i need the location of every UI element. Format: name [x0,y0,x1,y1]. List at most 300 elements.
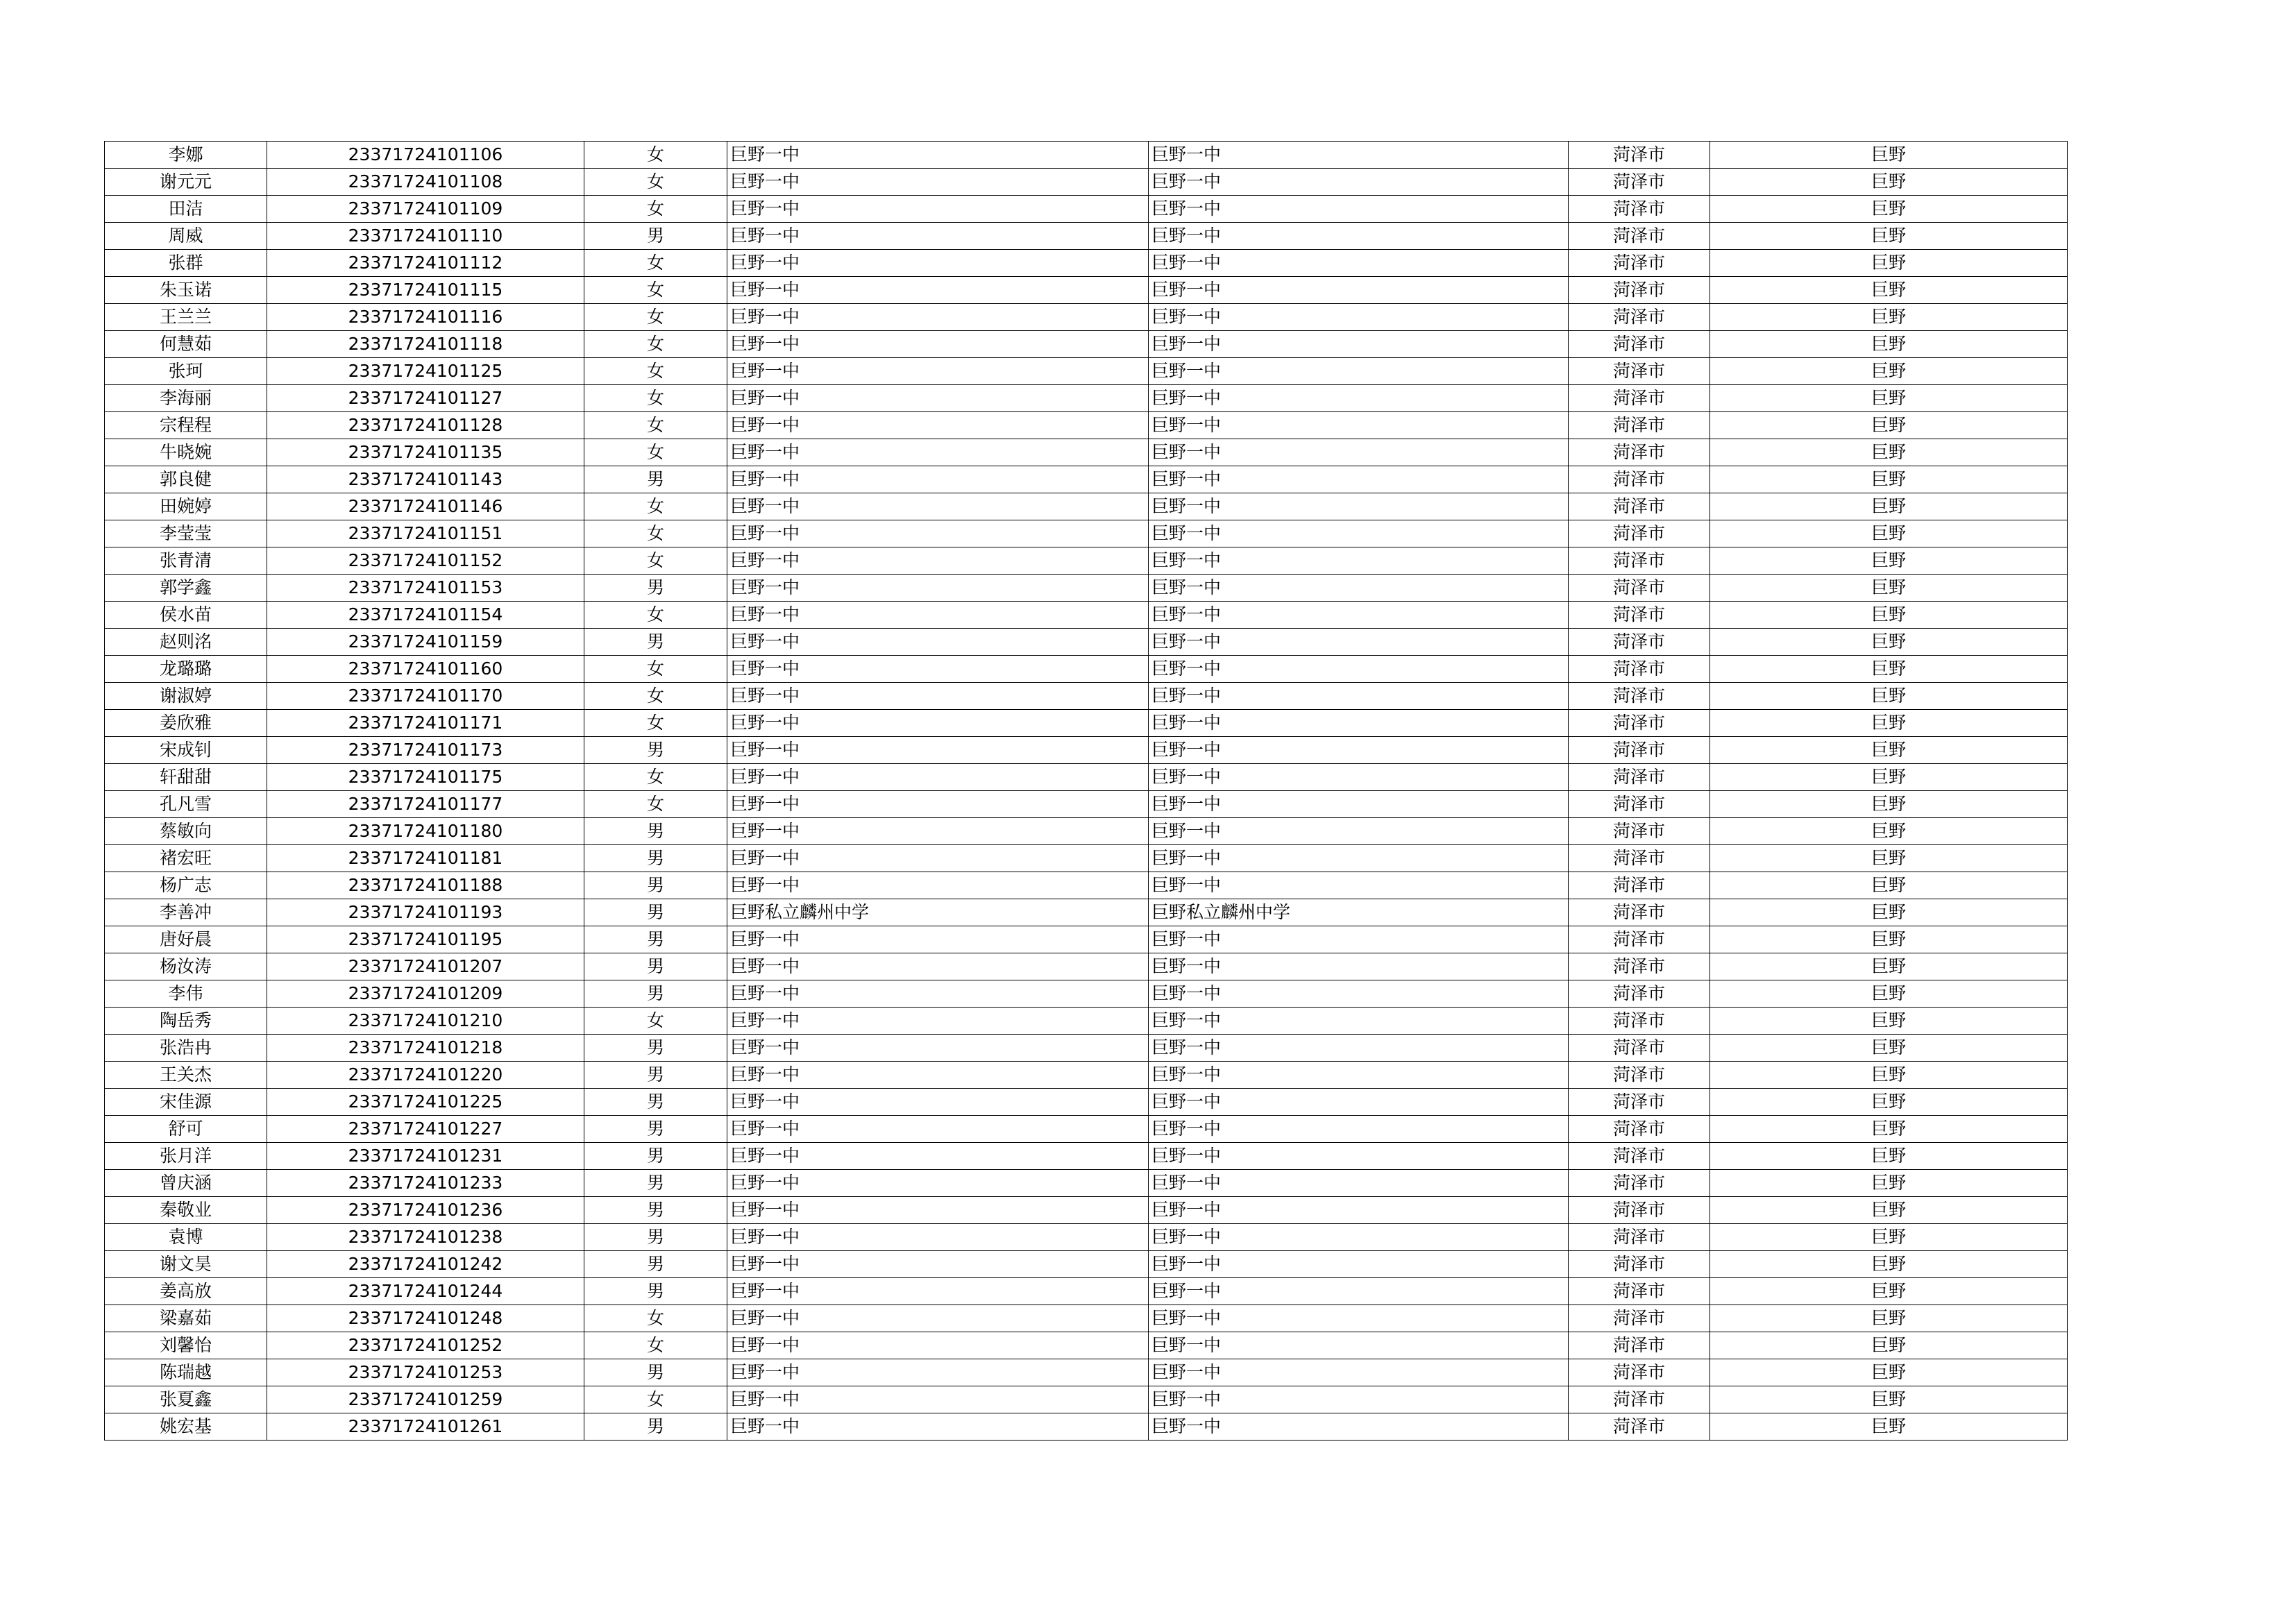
graduation-school-cell: 巨野一中 [1149,764,1569,791]
table-row [105,1143,2068,1170]
county-cell: 巨野 [1710,1062,2068,1089]
table-row [105,1035,2068,1062]
school-cell: 巨野一中 [727,926,1149,953]
gender-cell: 男 [584,953,727,980]
county-cell: 巨野 [1710,1116,2068,1143]
table-row [105,520,2068,547]
exam-id-cell: 23371724101128 [267,412,584,439]
graduation-school-cell: 巨野一中 [1149,683,1569,710]
school-cell: 巨野一中 [727,1386,1149,1413]
exam-id-cell: 23371724101227 [267,1116,584,1143]
name-cell: 张青清 [105,547,267,575]
gender-cell: 女 [584,385,727,412]
county-cell: 巨野 [1710,656,2068,683]
school-cell: 巨野一中 [727,547,1149,575]
graduation-school-cell: 巨野一中 [1149,602,1569,629]
table-row [105,1116,2068,1143]
graduation-school-cell: 巨野私立麟州中学 [1149,899,1569,926]
graduation-school-cell: 巨野一中 [1149,845,1569,872]
county-cell: 巨野 [1710,926,2068,953]
county-cell: 巨野 [1710,764,2068,791]
exam-id-cell: 23371724101173 [267,737,584,764]
gender-cell: 女 [584,683,727,710]
gender-cell: 女 [584,412,727,439]
city-cell: 菏泽市 [1569,1197,1710,1224]
table-row [105,1062,2068,1089]
gender-cell: 男 [584,466,727,493]
name-cell: 蔡敏向 [105,818,267,845]
table-row [105,602,2068,629]
school-cell: 巨野一中 [727,1359,1149,1386]
gender-cell: 女 [584,1008,727,1035]
school-cell: 巨野一中 [727,1413,1149,1441]
gender-cell: 男 [584,818,727,845]
city-cell: 菏泽市 [1569,683,1710,710]
graduation-school-cell: 巨野一中 [1149,493,1569,520]
gender-cell: 女 [584,1305,727,1332]
name-cell: 谢淑婷 [105,683,267,710]
graduation-school-cell: 巨野一中 [1149,656,1569,683]
county-cell: 巨野 [1710,466,2068,493]
graduation-school-cell: 巨野一中 [1149,980,1569,1008]
city-cell: 菏泽市 [1569,223,1710,250]
gender-cell: 男 [584,1143,727,1170]
name-cell: 梁嘉茹 [105,1305,267,1332]
gender-cell: 男 [584,1413,727,1441]
school-cell: 巨野一中 [727,953,1149,980]
graduation-school-cell: 巨野一中 [1149,1251,1569,1278]
city-cell: 菏泽市 [1569,1116,1710,1143]
school-cell: 巨野一中 [727,1062,1149,1089]
graduation-school-cell: 巨野一中 [1149,1224,1569,1251]
name-cell: 龙璐璐 [105,656,267,683]
county-cell: 巨野 [1710,1251,2068,1278]
graduation-school-cell: 巨野一中 [1149,250,1569,277]
table-row [105,764,2068,791]
gender-cell: 男 [584,899,727,926]
school-cell: 巨野一中 [727,629,1149,656]
graduation-school-cell: 巨野一中 [1149,1332,1569,1359]
exam-id-cell: 23371724101209 [267,980,584,1008]
exam-id-cell: 23371724101248 [267,1305,584,1332]
gender-cell: 男 [584,575,727,602]
graduation-school-cell: 巨野一中 [1149,1035,1569,1062]
graduation-school-cell: 巨野一中 [1149,818,1569,845]
city-cell: 菏泽市 [1569,142,1710,169]
gender-cell: 女 [584,493,727,520]
city-cell: 菏泽市 [1569,493,1710,520]
table-row [105,791,2068,818]
exam-id-cell: 23371724101160 [267,656,584,683]
county-cell: 巨野 [1710,953,2068,980]
exam-id-cell: 23371724101118 [267,331,584,358]
name-cell: 姜高放 [105,1278,267,1305]
table-row [105,142,2068,169]
gender-cell: 女 [584,358,727,385]
name-cell: 周威 [105,223,267,250]
graduation-school-cell: 巨野一中 [1149,1089,1569,1116]
school-cell: 巨野一中 [727,412,1149,439]
school-cell: 巨野一中 [727,1224,1149,1251]
city-cell: 菏泽市 [1569,520,1710,547]
gender-cell: 男 [584,223,727,250]
graduation-school-cell: 巨野一中 [1149,196,1569,223]
school-cell: 巨野一中 [727,602,1149,629]
county-cell: 巨野 [1710,412,2068,439]
exam-id-cell: 23371724101152 [267,547,584,575]
graduation-school-cell: 巨野一中 [1149,142,1569,169]
city-cell: 菏泽市 [1569,1278,1710,1305]
county-cell: 巨野 [1710,1278,2068,1305]
graduation-school-cell: 巨野一中 [1149,710,1569,737]
school-cell: 巨野一中 [727,250,1149,277]
city-cell: 菏泽市 [1569,439,1710,466]
graduation-school-cell: 巨野一中 [1149,1305,1569,1332]
exam-id-cell: 23371724101220 [267,1062,584,1089]
graduation-school-cell: 巨野一中 [1149,1197,1569,1224]
county-cell: 巨野 [1710,1386,2068,1413]
name-cell: 牛晓婉 [105,439,267,466]
school-cell: 巨野一中 [727,872,1149,899]
name-cell: 刘馨怡 [105,1332,267,1359]
school-cell: 巨野一中 [727,1116,1149,1143]
name-cell: 田婉婷 [105,493,267,520]
table-row [105,304,2068,331]
name-cell: 陈瑞越 [105,1359,267,1386]
name-cell: 李善冲 [105,899,267,926]
school-cell: 巨野一中 [727,223,1149,250]
name-cell: 张群 [105,250,267,277]
exam-id-cell: 23371724101116 [267,304,584,331]
county-cell: 巨野 [1710,575,2068,602]
name-cell: 郭良健 [105,466,267,493]
gender-cell: 女 [584,196,727,223]
table-row [105,1008,2068,1035]
county-cell: 巨野 [1710,358,2068,385]
table-row [105,980,2068,1008]
name-cell: 唐好晨 [105,926,267,953]
school-cell: 巨野一中 [727,575,1149,602]
school-cell: 巨野一中 [727,1008,1149,1035]
school-cell: 巨野一中 [727,791,1149,818]
county-cell: 巨野 [1710,1035,2068,1062]
city-cell: 菏泽市 [1569,629,1710,656]
table-row [105,1386,2068,1413]
school-cell: 巨野一中 [727,1278,1149,1305]
graduation-school-cell: 巨野一中 [1149,1143,1569,1170]
exam-id-cell: 23371724101242 [267,1251,584,1278]
exam-id-cell: 23371724101127 [267,385,584,412]
exam-id-cell: 23371724101231 [267,1143,584,1170]
name-cell: 李海丽 [105,385,267,412]
gender-cell: 女 [584,142,727,169]
gender-cell: 男 [584,1251,727,1278]
table-row [105,656,2068,683]
gender-cell: 男 [584,1035,727,1062]
city-cell: 菏泽市 [1569,602,1710,629]
graduation-school-cell: 巨野一中 [1149,277,1569,304]
gender-cell: 女 [584,277,727,304]
city-cell: 菏泽市 [1569,872,1710,899]
name-cell: 侯水苗 [105,602,267,629]
graduation-school-cell: 巨野一中 [1149,629,1569,656]
city-cell: 菏泽市 [1569,196,1710,223]
exam-id-cell: 23371724101244 [267,1278,584,1305]
exam-id-cell: 23371724101151 [267,520,584,547]
table-row [105,493,2068,520]
graduation-school-cell: 巨野一中 [1149,872,1569,899]
name-cell: 谢文昊 [105,1251,267,1278]
gender-cell: 女 [584,520,727,547]
school-cell: 巨野一中 [727,304,1149,331]
county-cell: 巨野 [1710,980,2068,1008]
city-cell: 菏泽市 [1569,358,1710,385]
county-cell: 巨野 [1710,710,2068,737]
graduation-school-cell: 巨野一中 [1149,1170,1569,1197]
county-cell: 巨野 [1710,791,2068,818]
name-cell: 陶岳秀 [105,1008,267,1035]
city-cell: 菏泽市 [1569,791,1710,818]
county-cell: 巨野 [1710,818,2068,845]
county-cell: 巨野 [1710,142,2068,169]
graduation-school-cell: 巨野一中 [1149,1062,1569,1089]
name-cell: 李莹莹 [105,520,267,547]
table-row [105,683,2068,710]
city-cell: 菏泽市 [1569,1062,1710,1089]
graduation-school-cell: 巨野一中 [1149,953,1569,980]
county-cell: 巨野 [1710,439,2068,466]
exam-id-cell: 23371724101252 [267,1332,584,1359]
graduation-school-cell: 巨野一中 [1149,223,1569,250]
city-cell: 菏泽市 [1569,547,1710,575]
name-cell: 张月洋 [105,1143,267,1170]
gender-cell: 女 [584,710,727,737]
exam-id-cell: 23371724101193 [267,899,584,926]
exam-id-cell: 23371724101188 [267,872,584,899]
gender-cell: 男 [584,845,727,872]
gender-cell: 女 [584,439,727,466]
county-cell: 巨野 [1710,1332,2068,1359]
school-cell: 巨野一中 [727,1197,1149,1224]
school-cell: 巨野一中 [727,358,1149,385]
county-cell: 巨野 [1710,304,2068,331]
school-cell: 巨野一中 [727,683,1149,710]
school-cell: 巨野一中 [727,466,1149,493]
exam-id-cell: 23371724101180 [267,818,584,845]
exam-id-cell: 23371724101175 [267,764,584,791]
school-cell: 巨野一中 [727,1089,1149,1116]
school-cell: 巨野一中 [727,1305,1149,1332]
graduation-school-cell: 巨野一中 [1149,358,1569,385]
school-cell: 巨野一中 [727,385,1149,412]
county-cell: 巨野 [1710,1305,2068,1332]
name-cell: 姚宏基 [105,1413,267,1441]
table-row [105,439,2068,466]
gender-cell: 男 [584,1062,727,1089]
county-cell: 巨野 [1710,602,2068,629]
school-cell: 巨野一中 [727,439,1149,466]
table-row [105,1197,2068,1224]
name-cell: 张浩冉 [105,1035,267,1062]
city-cell: 菏泽市 [1569,980,1710,1008]
table-row [105,466,2068,493]
table-row [105,1224,2068,1251]
city-cell: 菏泽市 [1569,710,1710,737]
exam-id-cell: 23371724101253 [267,1359,584,1386]
gender-cell: 女 [584,331,727,358]
city-cell: 菏泽市 [1569,1170,1710,1197]
table-row [105,710,2068,737]
school-cell: 巨野一中 [727,980,1149,1008]
school-cell: 巨野一中 [727,142,1149,169]
county-cell: 巨野 [1710,629,2068,656]
table-row [105,926,2068,953]
table-row [105,1251,2068,1278]
name-cell: 孔凡雪 [105,791,267,818]
table-row [105,331,2068,358]
gender-cell: 男 [584,1089,727,1116]
exam-id-cell: 23371724101109 [267,196,584,223]
name-cell: 宋佳源 [105,1089,267,1116]
city-cell: 菏泽市 [1569,845,1710,872]
school-cell: 巨野一中 [727,818,1149,845]
exam-id-cell: 23371724101218 [267,1035,584,1062]
name-cell: 轩甜甜 [105,764,267,791]
exam-id-cell: 23371724101106 [267,142,584,169]
county-cell: 巨野 [1710,250,2068,277]
school-cell: 巨野一中 [727,196,1149,223]
county-cell: 巨野 [1710,683,2068,710]
exam-id-cell: 23371724101108 [267,169,584,196]
table-row [105,547,2068,575]
city-cell: 菏泽市 [1569,953,1710,980]
gender-cell: 男 [584,872,727,899]
gender-cell: 男 [584,1197,727,1224]
gender-cell: 女 [584,169,727,196]
graduation-school-cell: 巨野一中 [1149,1386,1569,1413]
county-cell: 巨野 [1710,1359,2068,1386]
name-cell: 宗程程 [105,412,267,439]
name-cell: 何慧茹 [105,331,267,358]
school-cell: 巨野一中 [727,1143,1149,1170]
city-cell: 菏泽市 [1569,412,1710,439]
graduation-school-cell: 巨野一中 [1149,304,1569,331]
graduation-school-cell: 巨野一中 [1149,575,1569,602]
name-cell: 田洁 [105,196,267,223]
graduation-school-cell: 巨野一中 [1149,1359,1569,1386]
table-row [105,818,2068,845]
name-cell: 王兰兰 [105,304,267,331]
city-cell: 菏泽市 [1569,331,1710,358]
city-cell: 菏泽市 [1569,1332,1710,1359]
city-cell: 菏泽市 [1569,1359,1710,1386]
school-cell: 巨野一中 [727,331,1149,358]
school-cell: 巨野一中 [727,520,1149,547]
name-cell: 袁博 [105,1224,267,1251]
county-cell: 巨野 [1710,547,2068,575]
table-row [105,1332,2068,1359]
table-row [105,1089,2068,1116]
table-row [105,358,2068,385]
table-row [105,629,2068,656]
county-cell: 巨野 [1710,899,2068,926]
name-cell: 李伟 [105,980,267,1008]
gender-cell: 男 [584,1116,727,1143]
graduation-school-cell: 巨野一中 [1149,169,1569,196]
city-cell: 菏泽市 [1569,169,1710,196]
city-cell: 菏泽市 [1569,1089,1710,1116]
exam-id-cell: 23371724101146 [267,493,584,520]
city-cell: 菏泽市 [1569,764,1710,791]
city-cell: 菏泽市 [1569,1386,1710,1413]
exam-id-cell: 23371724101171 [267,710,584,737]
county-cell: 巨野 [1710,1089,2068,1116]
school-cell: 巨野一中 [727,1251,1149,1278]
exam-id-cell: 23371724101170 [267,683,584,710]
gender-cell: 男 [584,1278,727,1305]
name-cell: 张夏鑫 [105,1386,267,1413]
county-cell: 巨野 [1710,737,2068,764]
table-row [105,737,2068,764]
city-cell: 菏泽市 [1569,1008,1710,1035]
county-cell: 巨野 [1710,1008,2068,1035]
graduation-school-cell: 巨野一中 [1149,412,1569,439]
county-cell: 巨野 [1710,1224,2068,1251]
exam-id-cell: 23371724101181 [267,845,584,872]
city-cell: 菏泽市 [1569,899,1710,926]
gender-cell: 男 [584,1170,727,1197]
name-cell: 朱玉诺 [105,277,267,304]
gender-cell: 女 [584,547,727,575]
exam-id-cell: 23371724101195 [267,926,584,953]
city-cell: 菏泽市 [1569,656,1710,683]
table-row [105,1413,2068,1441]
graduation-school-cell: 巨野一中 [1149,1278,1569,1305]
exam-id-cell: 23371724101177 [267,791,584,818]
name-cell: 李娜 [105,142,267,169]
gender-cell: 女 [584,602,727,629]
name-cell: 郭学鑫 [105,575,267,602]
graduation-school-cell: 巨野一中 [1149,520,1569,547]
name-cell: 姜欣雅 [105,710,267,737]
exam-id-cell: 23371724101261 [267,1413,584,1441]
county-cell: 巨野 [1710,520,2068,547]
gender-cell: 女 [584,1386,727,1413]
school-cell: 巨野一中 [727,764,1149,791]
county-cell: 巨野 [1710,277,2068,304]
name-cell: 赵则洺 [105,629,267,656]
gender-cell: 男 [584,737,727,764]
table-row [105,575,2068,602]
exam-id-cell: 23371724101135 [267,439,584,466]
graduation-school-cell: 巨野一中 [1149,791,1569,818]
school-cell: 巨野一中 [727,1332,1149,1359]
name-cell: 宋成钊 [105,737,267,764]
county-cell: 巨野 [1710,1413,2068,1441]
name-cell: 王关杰 [105,1062,267,1089]
exam-id-cell: 23371724101153 [267,575,584,602]
graduation-school-cell: 巨野一中 [1149,385,1569,412]
exam-id-cell: 23371724101210 [267,1008,584,1035]
county-cell: 巨野 [1710,845,2068,872]
city-cell: 菏泽市 [1569,575,1710,602]
gender-cell: 女 [584,764,727,791]
table-row [105,845,2068,872]
exam-id-cell: 23371724101238 [267,1224,584,1251]
school-cell: 巨野一中 [727,737,1149,764]
gender-cell: 女 [584,1332,727,1359]
exam-id-cell: 23371724101125 [267,358,584,385]
